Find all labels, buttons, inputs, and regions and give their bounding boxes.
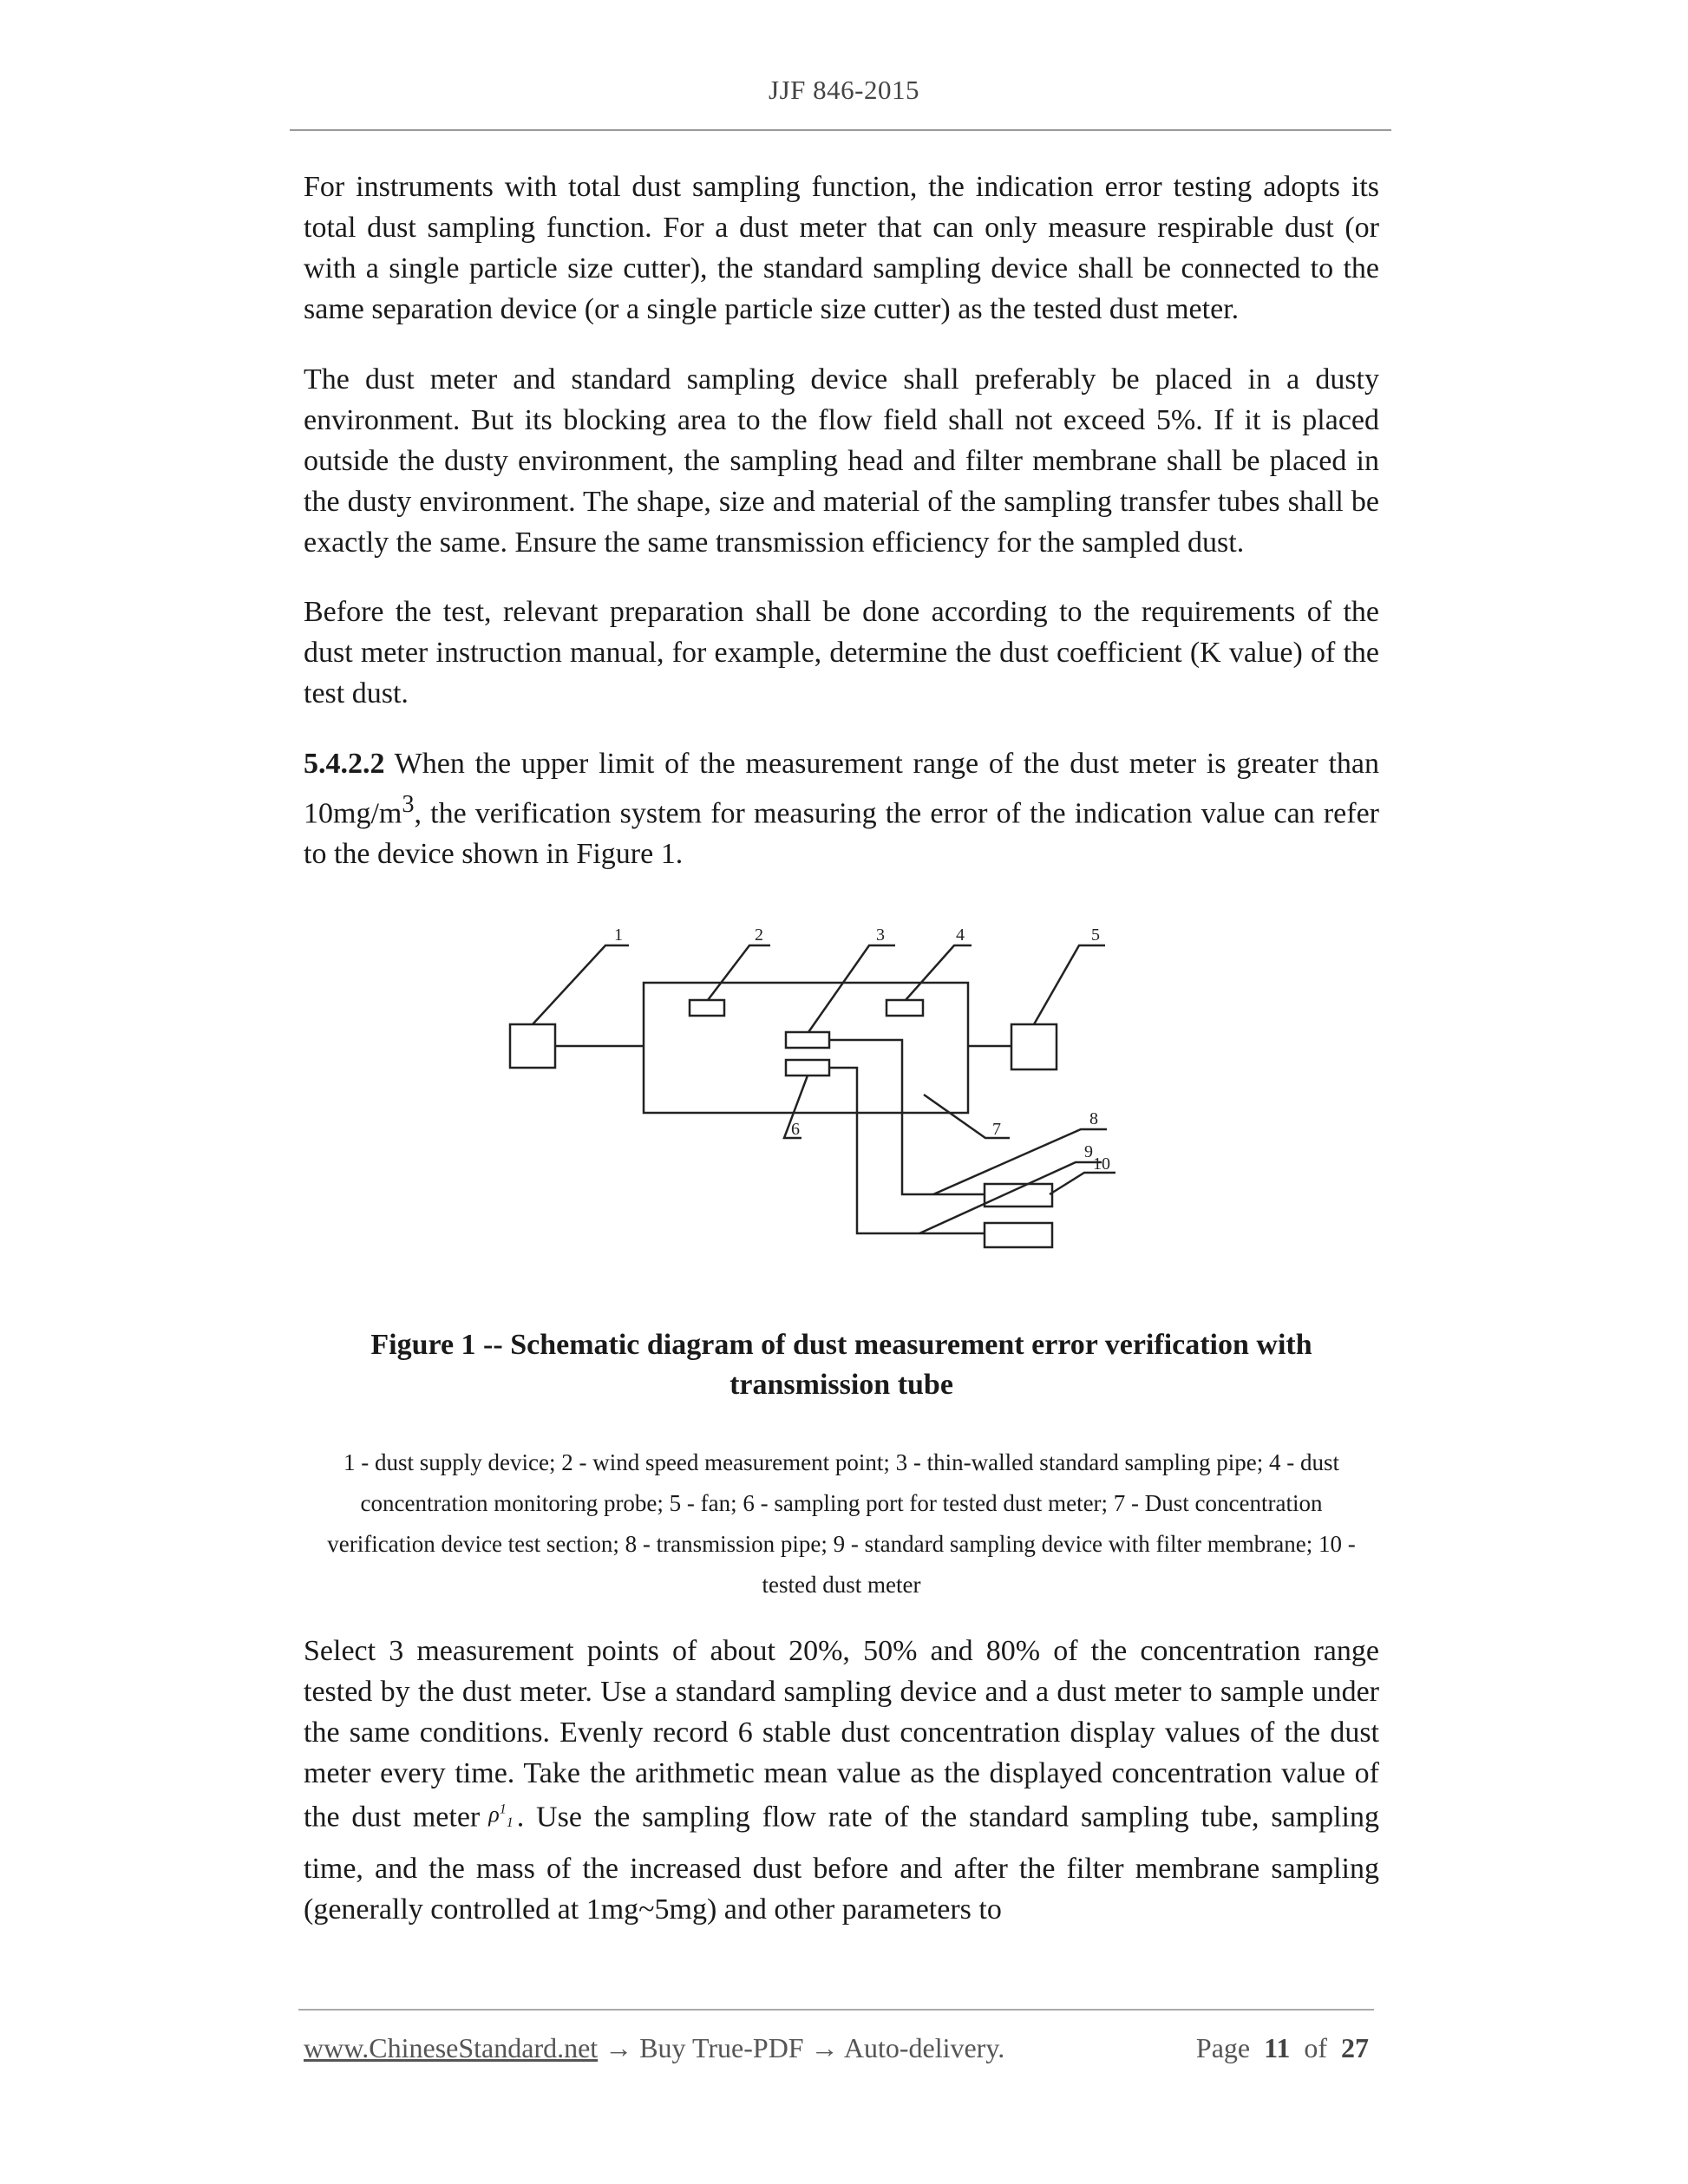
- figure-legend: 1 - dust supply device; 2 - wind speed measurement point; 3 - thin-walled standard sampling pipe; 4 - dust concentration monitoring probe; 5 - fan; 6 - sampling port for tested dust meter; 7 - Dust concentration verification device test section; 8 - transmission pipe; 9 - standard sampling device with filter membrane; 10 - tested dust meter: [327, 1449, 1356, 1598]
- page-current: 11: [1264, 2032, 1291, 2063]
- measurement-text-b: . Use the sampling flow rate of the standard sampling tube, sampling time, and the mass of the increased dust before and after the filter membrane sampling (generally controlled at 1mg~5mg) and other parameters to: [304, 1801, 1379, 1926]
- leader-1: [533, 945, 629, 1024]
- page-number: Page 11 of 27: [1195, 2032, 1369, 2063]
- label-5: 5: [1091, 925, 1100, 945]
- clause-text-a: When the upper limit of the measurement range of the dust meter is greater than 10mg/m: [304, 748, 1379, 830]
- leader-4: [906, 945, 972, 1000]
- promo-text: → Buy True-PDF → Auto-delivery.: [598, 2032, 1005, 2063]
- figure-caption: Figure 1 -- Schematic diagram of dust measurement error verification with transmission tube: [370, 1329, 1312, 1401]
- footer-promo: [304, 2032, 1004, 2064]
- monitoring-probe: [887, 1000, 923, 1016]
- wind-speed-point: [690, 1000, 724, 1016]
- label-10: 10: [1093, 1154, 1110, 1174]
- dust-supply-box: [510, 1024, 555, 1068]
- clause-text-b: , the verification system for measuring the error of the indication value can refer to the device shown in Figure 1.: [304, 797, 1379, 871]
- paragraph-placement: The dust meter and standard sampling device shall preferably be placed in a dusty environment. But its blocking area to the flow field shall not exceed 5%. If it is placed outside the dusty environment, the sampling head and filter membrane shall be placed in the dusty environment. The shape, size and material of the sampling transfer tubes shall be exactly the same. Ensure the same transmission efficiency for the sampled dust.: [304, 363, 1379, 559]
- measurement-text-a: Select 3 measurement points of about 20%, 50% and 80% of the concentration range tested by the dust meter. Use a standard sampling device and a dust meter to sample under the same conditions. Evenly record 6 stable dust concentration display values of the dust meter every time. Take the arithmetic mean value as the displayed concentration value of the dust meter: [304, 1635, 1379, 1834]
- transmission-pipe-lower: [829, 1068, 985, 1233]
- page-total: 27: [1341, 2032, 1369, 2063]
- clause-number: 5.4.2.2: [304, 748, 385, 780]
- leader-2: [708, 945, 770, 1000]
- label-7: 7: [992, 1120, 1001, 1139]
- unit-exponent: 3: [402, 791, 415, 818]
- label-3: 3: [876, 925, 885, 945]
- label-8: 8: [1089, 1109, 1098, 1128]
- page-footer: [304, 2032, 1369, 2064]
- leader-10: [1050, 1173, 1116, 1194]
- leader-3: [808, 945, 895, 1032]
- leader-5: [1034, 945, 1105, 1024]
- label-6: 6: [791, 1120, 800, 1139]
- paragraph-total-dust: For instruments with total dust sampling function, the indication error testing adopts its total dust sampling function. For a dust meter that can only measure respirable dust (or with a single particle size cutter), the standard sampling device shall be connected to the same separation device (or a single particle size cutter) as the tested dust meter.: [304, 171, 1379, 325]
- tested-meter-box: [985, 1223, 1052, 1247]
- fan-box: [1011, 1024, 1057, 1069]
- rho-symbol: $\rho^1_1$: [488, 1801, 514, 1830]
- label-1: 1: [614, 925, 623, 945]
- paragraph-measurement-points: [304, 1631, 1379, 1930]
- paragraph-clause-5-4-2-2: [304, 743, 1379, 874]
- paragraph-preparation: Before the test, relevant preparation shall be done according to the requirements of the dust meter instruction manual, for example, determine the dust coefficient (K value) of the test dust.: [304, 596, 1379, 709]
- document-id-header: JJF 846-2015: [769, 75, 919, 105]
- footer-divider: [298, 2009, 1374, 2011]
- figure-1-schematic: [494, 911, 1188, 1275]
- header-divider: [290, 129, 1391, 131]
- label-4: 4: [956, 925, 965, 945]
- standard-sampling-pipe: [786, 1032, 829, 1048]
- transmission-pipe-upper: [829, 1040, 985, 1194]
- schematic-diagram: [494, 911, 1188, 1275]
- label-2: 2: [755, 925, 763, 945]
- label-9: 9: [1084, 1142, 1093, 1161]
- tested-sampling-port: [786, 1060, 829, 1076]
- site-link[interactable]: www.ChineseStandard.net: [304, 2032, 599, 2063]
